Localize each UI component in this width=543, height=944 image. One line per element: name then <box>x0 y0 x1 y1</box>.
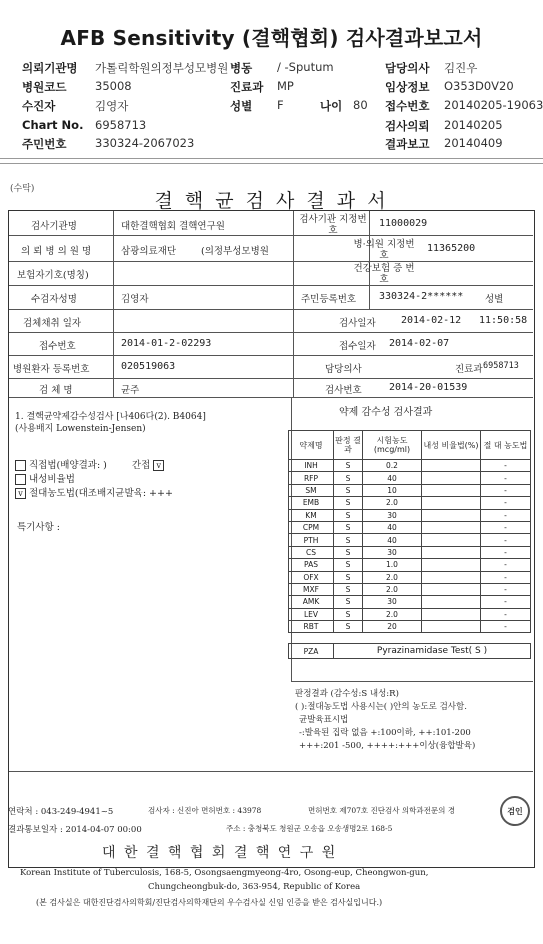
rrn-value: 330324-2067023 <box>95 136 195 150</box>
absolute-cell: - <box>481 583 531 595</box>
ratio-cell <box>422 472 481 484</box>
pza-value: Pyrazinamidase Test( S ) <box>334 644 531 659</box>
concentration-cell: 0.2 <box>363 460 422 472</box>
scanned-report <box>6 168 537 938</box>
test-org-code-label: 검사기관 지정번호 <box>299 214 367 236</box>
clinical-value: O353D0V20 <box>444 79 514 93</box>
absolute-cell: - <box>481 571 531 583</box>
sex-label: 성별 <box>230 99 253 113</box>
result-cell: S <box>334 484 363 496</box>
direct-method-option: 직접법(배양결과: ) 간접 v <box>15 457 167 471</box>
inst-value: 가톨릭학원의정부성모병원 <box>95 61 229 75</box>
absolute-cell: - <box>481 608 531 620</box>
accession-value: 20140205-19063 <box>444 98 543 112</box>
legend-line-2: ( ):절대농도법 사용시는( )안의 농도로 검사함. <box>295 702 467 712</box>
hosp-reg-value: 020519063 <box>121 361 176 372</box>
ratio-cell <box>422 596 481 608</box>
col-drug: 약제명 <box>289 431 334 460</box>
test-org-label: 검사기관명 <box>31 221 77 232</box>
drug-name: AMK <box>289 596 334 608</box>
result-cell: S <box>334 571 363 583</box>
sex-value: F <box>277 98 284 112</box>
pza-label: PZA <box>289 644 334 659</box>
clinical-label: 임상정보 <box>385 80 430 94</box>
table-row <box>289 497 531 509</box>
table-row <box>289 571 531 583</box>
remarks-label: 특기사항 : <box>17 522 60 533</box>
drug-name: KM <box>289 509 334 521</box>
result-cell: S <box>334 608 363 620</box>
table-title: 약제 감수성 검사결과 <box>339 407 433 418</box>
chart-value: 6958713 <box>95 118 147 132</box>
absolute-cell: - <box>481 621 531 633</box>
concentration-cell: 2.0 <box>363 497 422 509</box>
susceptibility-table <box>288 430 531 659</box>
legend-line-1: 판정결과 (감수성:S 내성:R) <box>295 689 399 699</box>
legend-line-4: -:발육된 집락 없음 +:100이하, ++:101-200 <box>299 728 471 738</box>
patient-label: 수진자 <box>22 99 56 113</box>
scan-sex-label: 성별 <box>485 294 504 305</box>
drug-name: LEV <box>289 608 334 620</box>
result-cell: S <box>334 460 363 472</box>
test-org-value: 대한결핵협회 결핵연구원 <box>121 221 225 232</box>
ratio-cell <box>422 583 481 595</box>
col-absolute: 절 대 농도법 <box>481 431 531 460</box>
test-time-value: 11:50:58 <box>479 315 528 326</box>
indirect-label: 간접 <box>131 460 151 471</box>
test-org-code-value: 11000029 <box>379 218 428 229</box>
collect-label: 검체채취 일자 <box>23 318 82 329</box>
drug-name: PTH <box>289 534 334 546</box>
absolute-cell: - <box>481 596 531 608</box>
result-cell: S <box>334 497 363 509</box>
absolute-cell: - <box>481 460 531 472</box>
ward-value: / -Sputum <box>277 60 334 74</box>
direct-checkbox <box>15 460 26 471</box>
media-line: (사용배지 Lowenstein-Jensen) <box>15 424 146 434</box>
ratio-cell <box>422 546 481 558</box>
ratio-checkbox <box>15 474 26 485</box>
dept-value: MP <box>277 79 294 93</box>
concentration-cell: 30 <box>363 546 422 558</box>
absolute-cell: - <box>481 521 531 533</box>
concentration-cell: 40 <box>363 521 422 533</box>
scan-dept-label: 진료과 <box>455 364 483 375</box>
req-hosp-value: 삼광의료재단 <box>121 246 177 257</box>
table-row <box>289 621 531 633</box>
certification-note: (본 검사실은 대한진단검사의학회/진단검사의학재단의 우수검사실 신임 인증을 받은 검사실입니다.) <box>36 898 383 907</box>
table-row <box>289 534 531 546</box>
concentration-cell: 30 <box>363 509 422 521</box>
table-row <box>289 509 531 521</box>
drug-name: INH <box>289 460 334 472</box>
rrn-label: 주민번호 <box>22 137 67 151</box>
dept-label: 진료과 <box>230 80 264 94</box>
scan-rrn-value: 330324-2****** <box>379 291 464 302</box>
result-cell: S <box>334 534 363 546</box>
table-row <box>289 596 531 608</box>
org-address-en-2: Chungcheongbuk-do, 363-954, Republic of Korea <box>148 882 361 892</box>
ratio-cell <box>422 497 481 509</box>
ratio-cell <box>422 608 481 620</box>
scan-doctor-label: 담당의사 <box>325 364 362 375</box>
concentration-cell: 2.0 <box>363 571 422 583</box>
absolute-cell: - <box>481 559 531 571</box>
resistance-ratio-option: 내성비율법 <box>15 471 75 485</box>
table-header-row <box>289 431 531 460</box>
request-value: 20140205 <box>444 118 503 132</box>
concentration-cell: 2.0 <box>363 583 422 595</box>
result-cell: S <box>334 583 363 595</box>
col-ratio: 내성 비율법(%) <box>422 431 481 460</box>
absolute-checkbox: v <box>15 488 26 499</box>
patient-header <box>0 58 543 154</box>
report-date-line: 결과통보일자 : 2014-04-07 00:00 <box>8 825 142 835</box>
result-cell: S <box>334 472 363 484</box>
absolute-cell: - <box>481 497 531 509</box>
table-row <box>289 484 531 496</box>
table-row <box>289 472 531 484</box>
table-row <box>289 546 531 558</box>
concentration-cell: 40 <box>363 534 422 546</box>
drug-name: EMB <box>289 497 334 509</box>
absolute-conc-option: v 절대농도법(대조배지균발육: +++ <box>15 485 173 499</box>
indirect-checkbox: v <box>153 460 164 471</box>
absolute-cell: - <box>481 472 531 484</box>
patient-value: 김영자 <box>95 99 129 113</box>
header-divider <box>0 158 543 164</box>
table-row <box>289 559 531 571</box>
hosp-reg-label: 병원환자 등록번호 <box>13 364 90 375</box>
specimen-label: 검 체 명 <box>39 385 73 396</box>
scan-patient-value: 김영자 <box>121 294 149 305</box>
test-date-label: 검사일자 <box>339 318 376 329</box>
table-row <box>289 608 531 620</box>
scan-dept-value: 6958713 <box>483 361 519 371</box>
consignment-tag: (수탁) <box>10 184 35 194</box>
hosp-code-value: 35008 <box>95 79 132 93</box>
insurer-label: 보험자기호(명칭) <box>17 270 89 281</box>
result-cell: S <box>334 521 363 533</box>
concentration-cell: 20 <box>363 621 422 633</box>
accept-no-label: 접수번호 <box>39 341 76 352</box>
report-title: AFB Sensitivity (결핵협회) 검사결과보고서 <box>60 26 483 50</box>
result-cell: S <box>334 546 363 558</box>
drug-name: OFX <box>289 571 334 583</box>
ratio-cell <box>422 484 481 496</box>
concentration-cell: 2.0 <box>363 608 422 620</box>
specimen-value: 균주 <box>121 385 140 396</box>
ratio-cell <box>422 559 481 571</box>
org-name-kr: 대 한 결 핵 협 회 결 핵 연 구 원 <box>102 845 338 861</box>
doctor-value: 김진우 <box>444 61 478 75</box>
concentration-cell: 30 <box>363 596 422 608</box>
ratio-cell <box>422 460 481 472</box>
hosp-code-label: 병원코드 <box>22 80 67 94</box>
ward-label: 병동 <box>230 61 253 75</box>
drug-name: RBT <box>289 621 334 633</box>
drug-name: CS <box>289 546 334 558</box>
col-conc: 시험농도 (mcg/ml) <box>363 431 422 460</box>
drug-name: CPM <box>289 521 334 533</box>
drug-name: RFP <box>289 472 334 484</box>
accept-date-label: 접수일자 <box>339 341 376 352</box>
result-cell: S <box>334 621 363 633</box>
req-hosp-sub: (의정부성모병원 <box>201 246 269 257</box>
drug-name: PAS <box>289 559 334 571</box>
org-address-en-1: Korean Institute of Tuberculosis, 168-5, Osongsaengmyeong-4ro, Osong-eup, Cheongwon-gun, <box>20 868 429 878</box>
test-no-value: 2014-20-01539 <box>389 382 468 393</box>
accept-date-value: 2014-02-07 <box>389 338 450 349</box>
result-cell: S <box>334 559 363 571</box>
contact-line: 연락처 : 043-249-4941~5 <box>8 807 114 817</box>
ratio-cell <box>422 521 481 533</box>
concentration-cell: 10 <box>363 484 422 496</box>
legend-line-5: +++:201 -500, ++++:+++이상(융합발육) <box>299 741 476 751</box>
ratio-cell <box>422 534 481 546</box>
report-label: 결과보고 <box>385 137 430 151</box>
scan-patient-label: 수검자성명 <box>31 294 77 305</box>
ratio-cell <box>422 509 481 521</box>
test-date-value: 2014-02-12 <box>401 315 462 326</box>
chart-label: Chart No. <box>22 118 84 132</box>
official-seal: 검인 <box>500 796 530 826</box>
test-no-label: 검사번호 <box>325 385 362 396</box>
ratio-cell <box>422 621 481 633</box>
table-body <box>289 460 531 633</box>
result-cell: S <box>334 509 363 521</box>
license-line: 면허번호 제707호 진단검사 의학과전문의 경 <box>308 806 456 815</box>
result-cell: S <box>334 596 363 608</box>
req-code-value: 11365200 <box>427 243 476 254</box>
age-value: 80 <box>353 98 368 112</box>
table-row <box>289 583 531 595</box>
req-code-label: 병·의원 지정번호 <box>353 239 415 261</box>
insurance-cert-label: 건강보험 증 번 호 <box>353 263 415 285</box>
scan-title: 결 핵 균 검 사 결 과 서 <box>154 190 389 212</box>
doctor-label: 담당의사 <box>385 61 430 75</box>
absolute-cell: - <box>481 546 531 558</box>
table-row <box>289 521 531 533</box>
drug-name: MXF <box>289 583 334 595</box>
examiner-line: 검사자 : 신진아 면허번호 : 43978 <box>148 806 262 815</box>
inst-label: 의뢰기관명 <box>22 61 78 75</box>
request-label: 검사의뢰 <box>385 119 430 133</box>
report-value: 20140409 <box>444 136 503 150</box>
ratio-cell <box>422 571 481 583</box>
address-line: 주소 : 충청북도 청원군 오송읍 오송생명2로 168-5 <box>226 824 393 833</box>
test-method-line: 1. 결핵균약제감수성검사 [나406다(2). B4064] <box>15 412 206 422</box>
absolute-cell: - <box>481 484 531 496</box>
scan-rrn-label: 주민등록번호 <box>301 294 357 305</box>
table-row <box>289 460 531 472</box>
concentration-cell: 1.0 <box>363 559 422 571</box>
absolute-cell: - <box>481 534 531 546</box>
absolute-cell: - <box>481 509 531 521</box>
legend-line-3: 균발육표시법 <box>299 715 349 725</box>
col-result: 판정 결과 <box>334 431 363 460</box>
age-label: 나이 <box>320 99 343 113</box>
req-hosp-label: 의 뢰 병 의 원 명 <box>21 246 92 257</box>
concentration-cell: 40 <box>363 472 422 484</box>
accession-label: 접수번호 <box>385 99 430 113</box>
accept-no-value: 2014-01-2-02293 <box>121 338 212 349</box>
pza-row <box>289 644 531 659</box>
drug-name: SM <box>289 484 334 496</box>
